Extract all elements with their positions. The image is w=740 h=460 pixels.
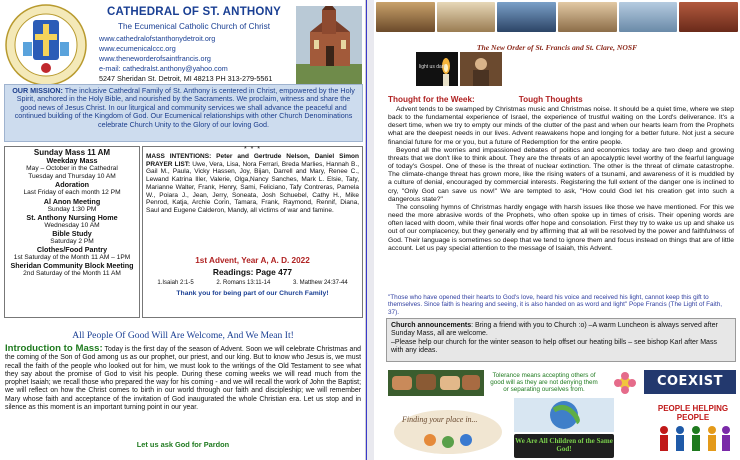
header-photo-strip — [376, 2, 738, 32]
thought-label: Thought for the Week: — [388, 95, 475, 104]
church-seal-icon — [3, 4, 89, 86]
introduction-to-mass — [5, 345, 361, 412]
church-subtitle: The Ecumenical Catholic Church of Christ — [118, 22, 270, 31]
church-address: 5247 Sheridan St. Detroit, MI 48213 PH 313-279-5561 — [99, 74, 273, 83]
children-globe-icon — [514, 398, 614, 432]
separator-stars: * * * — [243, 146, 262, 153]
thanks-message: Thank you for being part of our Church Family! — [176, 290, 329, 297]
page-divider — [366, 0, 374, 460]
website-link[interactable]: www.ecumenicalccc.org — [99, 44, 176, 53]
email-link[interactable]: e-mail: cathedralst.anthony@yahoo.com — [99, 64, 228, 73]
group-photo-icon — [558, 2, 617, 32]
readings-title: Readings: Page 477 — [212, 267, 293, 277]
building-photo-icon — [679, 2, 738, 32]
mission-statement — [4, 84, 363, 142]
candle-caption: light us dark — [419, 64, 446, 70]
paragraph: Advent tends to be swamped by Christmas music and Christmas noise. It should be a quiet time, where we step back to the fundamental experience of Israel, the experience of trustful waiting on the Lord's deliverance. It's a desert time, when we try to empty our minds of the clutter of the past and when our hearts learn from the Prophets what are the deepest needs in our lives. Advent reawakens hope and longing for a better future. Not just a secure financial future for me or you, but a future of Redemption for the entire people. — [388, 106, 734, 146]
reading-item: 3. Matthew 24:37-44 — [292, 280, 348, 286]
tolerance-quote: Tolerance means accepting others of good will as they are not denying them or separating ourselves from. — [490, 372, 598, 394]
hands-photo-icon — [388, 370, 484, 396]
intentions-lead: MASS INTENTIONS: Peter and Gertrude Nelson, Daniel Simon PRAYER LIST: — [146, 153, 359, 168]
people-helping-people-logo: PEOPLE HELPING PEOPLE — [657, 404, 729, 422]
schedule-line: Adoration — [55, 180, 89, 190]
schedule-line: Wednesday 10 AM — [44, 221, 100, 229]
announcement-line: –Please help our church for the winter season to help offset our heating bills – see bishop Karl after Mass with any ideas. — [391, 338, 717, 354]
website-link[interactable]: www.theneworderofsaintfrancis.org — [99, 54, 211, 63]
peace-graphic-icon — [390, 402, 506, 456]
announcement-line: : Bring a friend with you to Church :o) –A warm Luncheon is always served after Sunday Mass, all are welcome. — [391, 322, 718, 338]
reading-item: 2. Romans 13:11-14 — [216, 280, 271, 286]
schedule-line: Bible Study — [52, 228, 92, 238]
mass-intentions — [143, 153, 362, 253]
saint-photo-icon — [376, 2, 435, 32]
church-announcements — [386, 318, 736, 362]
schedule-line: Al Anon Meeting — [43, 196, 101, 206]
schedule-line: 1st Saturday of the Month 11 AM – 1PM — [13, 254, 131, 262]
pardon-line: Let us ask God for Pardon — [136, 440, 230, 449]
coexist-logo: COEXIST — [644, 370, 736, 394]
thought-title: Tough Thoughts — [518, 95, 583, 104]
intentions-panel — [142, 146, 363, 318]
schedule-line: Saturday 2 PM — [50, 238, 94, 246]
schedule-line: May – October in the Cathedral — [26, 165, 118, 173]
schedule-line: St. Anthony Nursing Home — [26, 212, 118, 222]
thought-body — [388, 106, 734, 253]
schedule-line: Sunday 1:30 PM — [47, 205, 97, 213]
readings-list — [143, 280, 362, 286]
paragraph: The consoling hymns of Christmas hardly engage with harsh issues like those we have mentioned. For this we need the more abrasive words of the Prophets, who often spoke up in times of crisis. Their opening words are often laced with doom, while their final words offer hope and consolation. First they try to wake us up and shake us out of our complacency, but they generally end by affirming that all will be resolved by the power and faithfulness of God. Their language is sometimes so deep that we tend to ignore them and focus instead on things that are of little account. Let us pay special attention to the message of Isaiah, this Advent. — [388, 203, 734, 252]
church-name-title: CATHEDRAL OF ST. ANTHONY — [107, 6, 281, 18]
paragraph: Beyond all the worries and impassioned debates of politics and economics today are two deep and growing threats that we don't like to think about. They are the threats of an apocalyptic level worthy of the fearful language of today's Gospel. One of these is the threat of nuclear extinction. The other is the threat of climate catastrophe. The climate-change threat has grown more, like the rising waters of a tsunami, and awareness of it is muddled by a culture of denial, encouraged by commercial interests. Registering the full extent of the danger one is inclined to cry, "Only God can save us now!" We are tempted to ask, "How could God let his creation get into such a dangerous state?" — [388, 146, 734, 203]
group-photo-icon — [497, 2, 556, 32]
pope-francis-quote: "Those who have opened their hearts to God's love, heard his voice and received his light, cannot keep this gift to themselves. Since faith is hearing and seeing, it is also handed on as word and light" Pope Francis (The Light of Faith, 37). — [388, 294, 723, 316]
contact-block — [99, 34, 295, 84]
weekly-schedule — [4, 146, 140, 318]
intro-text: Today is the first day of the season of Advent. Soon we will celebrate Christmas and the coming of the Son of God among us as our prophet, our priest, and our king. But to know who Jesus is, we must recall the faith of the people who looked out for him, we must look to the writings of the Old Testament to see what they say about the promise of God to visit his people. During these coming weeks we will read much from the prophet Isaiah; we recall those who prepared the way for his coming - and we will recall the work of John the Baptist; we will reflect on how the Christ comes to birth in our world through our faith and discipleship; we will remember Mary whose faith and acceptance of the invitation of God inaugurated the whole Christian era. Let us stop and in silence as this moment is an important turning point in our year. — [5, 346, 362, 412]
mission-text: The inclusive Cathedral Family of St. Anthony is centered in Christ, empowered by the Holy Spirit, anchored in the Holy Bible, and nourished by the Sacraments. We proclaim, witness and share the good news of Jesus Christ. In our liturgical and community services we shall advance the peaceful and continued building of the Kingdom of God. Our Ecumenical relationships with other Church Denominations celebrate Church Unity to the Glory of our loving God. — [14, 86, 355, 129]
schedule-line: Sunday Mass 11 AM — [33, 148, 111, 157]
website-link[interactable]: www.cathedralofstanthonydetroit.org — [99, 34, 216, 43]
saint-photo-icon — [437, 2, 496, 32]
order-title: The New Order of St. Francis and St. Clare, NOSF — [476, 43, 638, 52]
reading-item: 1.Isaiah 2:1-5 — [157, 280, 194, 286]
group-photo-icon — [619, 2, 678, 32]
saint-francis-icon — [460, 52, 502, 86]
flower-icon — [610, 370, 640, 396]
cathedral-photo-icon — [296, 6, 362, 84]
thought-heading — [388, 95, 728, 104]
peace-caption: Finding your place in... — [402, 415, 478, 424]
schedule-line: Clothes/Food Pantry — [36, 245, 108, 255]
schedule-line: Tuesday and Thursday 10 AM — [28, 173, 116, 181]
welcome-banner: All People Of Good Will Are Welcome, And We Mean It! — [72, 330, 294, 341]
liturgical-season: 1st Advent, Year A, A. D. 2022 — [195, 256, 310, 265]
announcements-label: Church announcements — [391, 322, 472, 329]
people-figures-icon — [654, 422, 734, 456]
bulletin-left-page — [0, 0, 366, 460]
schedule-line: Sheridan Community Block Meeting — [10, 261, 134, 271]
candle-icon — [416, 52, 458, 86]
prayer-list: Uwe, Vera, Lisa, Nora Ferrari, Breda Marlies, Hannah B., Gail M., Paula, Vicky Hassen, Joy, Bijan, Darrell and Mary, Renee C., Lewand Katrina Iller, Valerie, Olga,Nancy Sanches, Mark L. Elsie, Taty, Marianne Walter, Frank, Henry, Sami, Feliciano, Tafy Contreras, Pamela W., Poiara J., Jean, Jerry, Soneata, Josh Schuebel, Cathy H., Mike Penrod, Katja, Archie Corin, Tamara, Frank, Raymond, Rennif, Diana, Saul and Eugene Calderon, Mandy, all victims of war and famine. — [146, 160, 359, 214]
schedule-line: 2nd Saturday of the Month 11 AM — [23, 270, 121, 278]
intro-label: Introduction to Mass: — [5, 343, 103, 354]
mission-label: OUR MISSION: — [12, 86, 63, 95]
schedule-line: Last Friday of each month 12 PM — [23, 189, 121, 197]
schedule-line: Weekday Mass — [46, 156, 98, 166]
children-of-god-banner: We Are All Children of the Same God! — [514, 434, 614, 458]
